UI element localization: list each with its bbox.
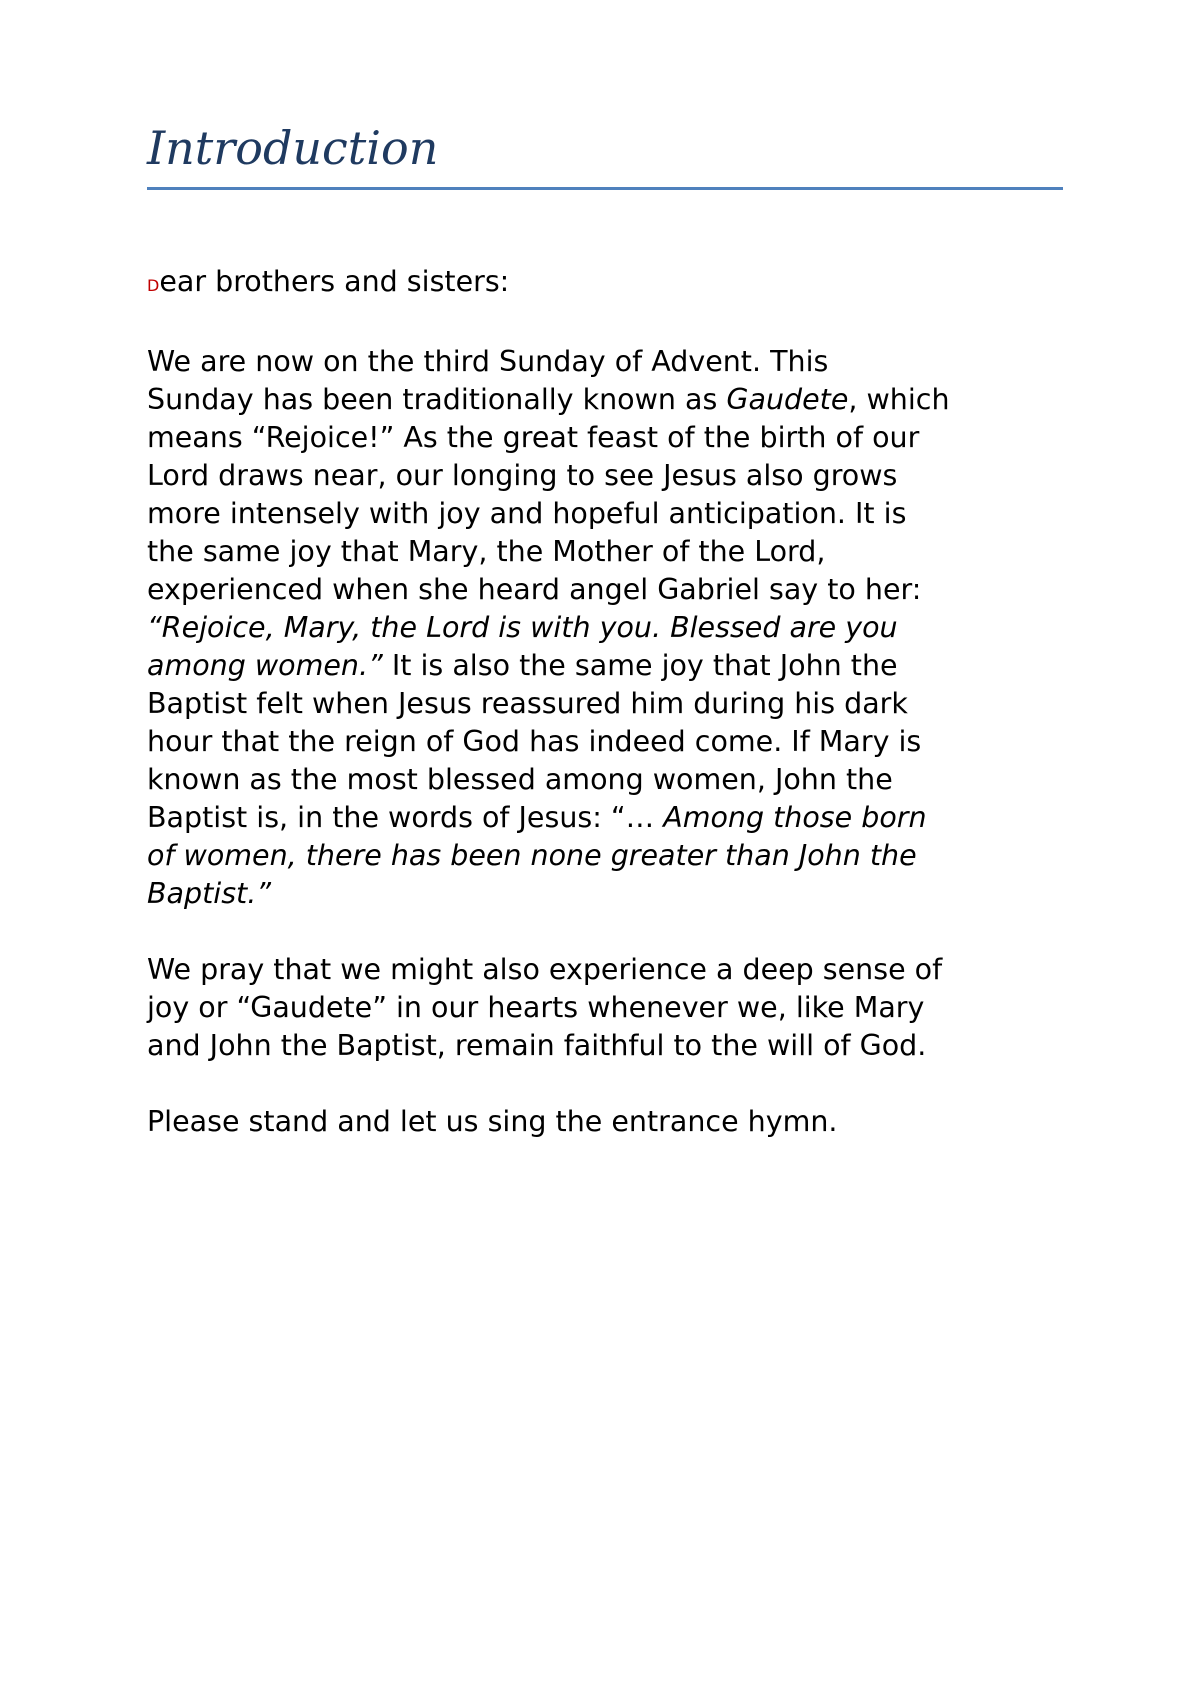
quote-start: Among those born bbox=[663, 801, 927, 834]
quote-line: “Rejoice, Mary, the Lord is with you. Blessed are you bbox=[147, 611, 898, 644]
quote-line: Baptist.” bbox=[147, 877, 272, 910]
paragraph-prayer bbox=[147, 951, 1077, 1065]
quote-end: among women.” bbox=[147, 649, 383, 682]
text-line: the same joy that Mary, the Mother of the Lord, bbox=[147, 535, 826, 568]
paragraph-spacer bbox=[147, 1065, 1077, 1103]
text-line: We pray that we might also experience a deep sense of bbox=[147, 953, 943, 986]
paragraph-spacer bbox=[147, 913, 1077, 951]
text-line: known as the most blessed among women, John the bbox=[147, 763, 893, 796]
text-line: hour that the reign of God has indeed come. If Mary is bbox=[147, 725, 922, 758]
salutation bbox=[147, 263, 1077, 305]
page-title: Introduction bbox=[147, 121, 439, 175]
gaudete-italic: Gaudete bbox=[726, 383, 849, 416]
document-body bbox=[147, 263, 1077, 1141]
title-underline bbox=[147, 187, 1063, 190]
text-line: among women.” It is also the same joy that John the bbox=[147, 649, 898, 682]
salutation-initial: D bbox=[147, 276, 160, 295]
quote-line: of women, there has been none greater than John the bbox=[147, 839, 917, 872]
text-line: joy or “Gaudete” in our hearts whenever we, like Mary bbox=[147, 991, 925, 1024]
text-line: Baptist is, in the words of Jesus: “… Among those born bbox=[147, 801, 927, 834]
text-line: means “Rejoice!” As the great feast of the birth of our bbox=[147, 421, 920, 454]
text-line: Lord draws near, our longing to see Jesus also grows bbox=[147, 459, 898, 492]
text-line: experienced when she heard angel Gabriel say to her: bbox=[147, 573, 922, 606]
text-line: more intensely with joy and hopeful anticipation. It is bbox=[147, 497, 907, 530]
paragraph-spacer bbox=[147, 305, 1077, 343]
text-line: Baptist felt when Jesus reassured him during his dark bbox=[147, 687, 908, 720]
text-line: and John the Baptist, remain faithful to the will of God. bbox=[147, 1029, 927, 1062]
salutation-text: ear brothers and sisters: bbox=[159, 265, 510, 298]
text-line: We are now on the third Sunday of Advent. This bbox=[147, 345, 829, 378]
closing-instruction: Please stand and let us sing the entrance hymn. bbox=[147, 1105, 838, 1138]
text-line: Sunday has been traditionally known as Gaudete, which bbox=[147, 383, 950, 416]
paragraph-advent bbox=[147, 343, 1077, 913]
